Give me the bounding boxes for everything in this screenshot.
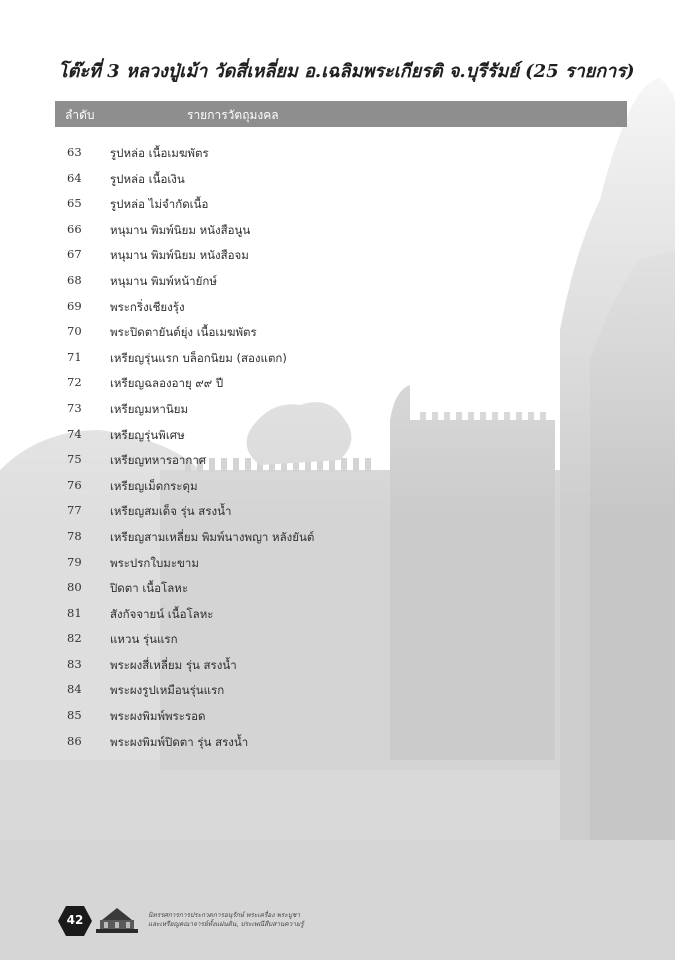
row-item: หนุมาน พิมพ์หน้ายักษ์ (110, 273, 217, 288)
row-number: 79 (67, 554, 82, 569)
table-row (55, 677, 627, 703)
row-number: 86 (67, 733, 82, 748)
row-number: 72 (67, 375, 82, 390)
row-number: 74 (67, 426, 82, 441)
footer-line-2: และเหรียญคณาจารย์ทั้งแผ่นดิน, ประเพณีสืบสานความรู้ (148, 920, 304, 928)
table-row (55, 294, 627, 320)
row-item: เหรียญรุ่นพิเศษ (110, 427, 185, 442)
footer-line-1: นิทรรศการการประกวดการอนุรักษ์ พระเครื่อง พระบูชา (148, 911, 301, 919)
row-number: 77 (67, 503, 82, 518)
table-row (55, 140, 627, 166)
row-number: 85 (67, 708, 82, 723)
row-item: พระผงพิมพ์พระรอด (110, 709, 206, 724)
row-number: 64 (67, 170, 82, 185)
table-row (55, 191, 627, 217)
page-footer (58, 906, 358, 936)
item-list (55, 140, 627, 754)
table-row (55, 626, 627, 652)
row-item: เหรียญสมเด็จ รุ่น สรงน้ำ (110, 504, 232, 519)
table-row (55, 498, 627, 524)
row-number: 83 (67, 656, 82, 671)
row-number: 78 (67, 528, 82, 543)
table-row (55, 575, 627, 601)
row-number: 76 (67, 477, 82, 492)
row-number: 80 (67, 580, 82, 595)
row-item: พระปรกใบมะขาม (110, 555, 199, 570)
row-item: หนุมาน พิมพ์นิยม หนังสือนูน (110, 222, 251, 237)
table-row (55, 396, 627, 422)
row-item: สังกัจจายน์ เนื้อโลหะ (110, 606, 214, 621)
temple-logo-icon (92, 906, 142, 936)
table-row (55, 473, 627, 499)
row-number: 81 (67, 605, 82, 620)
row-item: หนุมาน พิมพ์นิยม หนังสือจม (110, 248, 249, 263)
row-item: พระกริ่งเชียงรุ้ง (110, 299, 185, 314)
row-number: 71 (67, 349, 82, 364)
row-item: เหรียญทหารอากาศ (110, 453, 207, 468)
table-row (55, 703, 627, 729)
table-row (55, 550, 627, 576)
row-item: ปิดตา เนื้อโลหะ (110, 581, 189, 596)
row-number: 73 (67, 400, 82, 415)
row-item: รูปหล่อ เนื้อเมฆพัตร (110, 146, 209, 160)
row-item: พระผงรูปเหมือนรุ่นแรก (110, 683, 225, 698)
row-item: พระผงพิมพ์ปิดตา รุ่น สรงน้ำ (110, 734, 249, 749)
row-item: แหวน รุ่นแรก (110, 632, 178, 647)
row-number: 82 (67, 631, 82, 646)
row-number: 70 (67, 324, 82, 339)
row-number: 75 (67, 452, 82, 467)
column-header-number: ลำดับ (65, 108, 95, 122)
table-row (55, 601, 627, 627)
row-item: เหรียญรุ่นแรก บล็อกนิยม (สองแตก) (110, 350, 287, 365)
row-number: 67 (67, 247, 82, 262)
row-item: พระปิดตายันต์ยุ่ง เนื้อเมฆพัตร (110, 325, 257, 340)
page-number: 42 (66, 913, 84, 927)
table-row (55, 345, 627, 371)
row-number: 69 (67, 298, 82, 313)
row-item: พระผงสี่เหลี่ยม รุ่น สรงน้ำ (110, 657, 237, 672)
table-header (55, 101, 627, 127)
row-number: 63 (67, 145, 82, 159)
row-number: 65 (67, 196, 82, 211)
row-item: เหรียญสามเหลี่ยม พิมพ์นางพญา หลังยันต์ (110, 529, 315, 544)
table-row (55, 422, 627, 448)
page-title: โต๊ะที่ 3 หลวงปู่เม้า วัดสี่เหลี่ยม อ.เฉลิมพระเกียรติ จ.บุรีรัมย์ (25 รายการ) (58, 61, 635, 82)
table-row (55, 370, 627, 396)
table-row (55, 217, 627, 243)
row-item: รูปหล่อ ไม่จำกัดเนื้อ (110, 197, 209, 212)
row-number: 66 (67, 221, 82, 236)
row-item: รูปหล่อ เนื้อเงิน (110, 171, 185, 186)
row-item: เหรียญมหานิยม (110, 401, 189, 416)
table-row (55, 652, 627, 678)
table-row (55, 729, 627, 755)
row-item: เหรียญฉลองอายุ ๙๙ ปี (110, 376, 224, 391)
table-row (55, 319, 627, 345)
table-row (55, 166, 627, 192)
table-row (55, 268, 627, 294)
table-row (55, 524, 627, 550)
row-number: 68 (67, 272, 82, 287)
row-number: 84 (67, 682, 82, 697)
column-header-item: รายการวัตถุมงคล (187, 108, 279, 122)
table-row (55, 242, 627, 268)
footer-caption (148, 911, 304, 929)
row-item: เหรียญเม็ดกระดุม (110, 478, 198, 493)
table-row (55, 447, 627, 473)
